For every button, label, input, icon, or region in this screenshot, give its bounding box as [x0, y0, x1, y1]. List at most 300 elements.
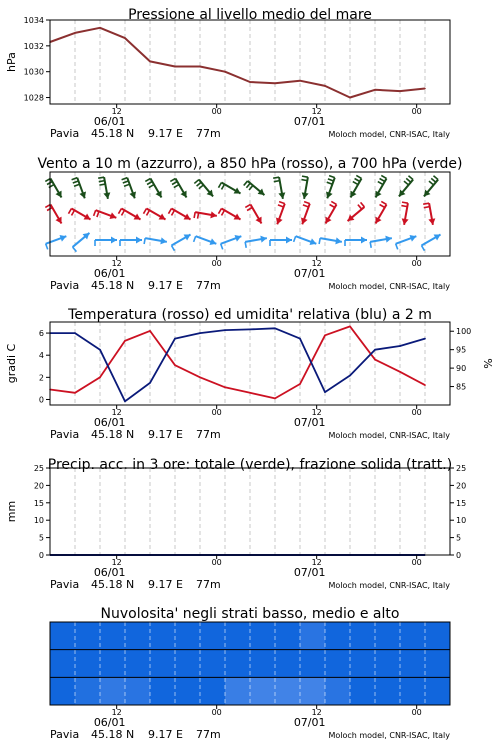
panel-title: Pressione al livello medio del mare [128, 7, 372, 23]
y-tick-label-right: 0 [456, 551, 462, 560]
x-tick-label: 12 [111, 259, 122, 268]
wind-barb [218, 209, 221, 214]
pressure-series-point [224, 71, 226, 73]
cloud-cell [200, 650, 226, 678]
humidity-series-point [124, 401, 126, 403]
wind-barb [221, 244, 223, 250]
y-tick-label: 2 [38, 373, 44, 383]
wind-barb [122, 178, 128, 180]
cloud-cell [75, 677, 101, 705]
cloud-cell [100, 677, 126, 705]
cloud-cell [400, 650, 426, 678]
location-latitude: 45.18 N [91, 279, 135, 292]
wind-barb [327, 182, 333, 184]
cloud-cell [350, 677, 376, 705]
wind-barb [98, 177, 104, 178]
cloud-cell [125, 650, 151, 678]
x-tick-label: 12 [111, 107, 122, 116]
wind-barb [172, 210, 175, 215]
wind-barb [278, 205, 284, 207]
wind-barb [218, 183, 221, 188]
cloud-cell [275, 677, 301, 705]
wind-barb [149, 185, 154, 188]
wind-barb [353, 182, 358, 185]
precipitation-panel [5, 457, 466, 591]
humidity-series-point [299, 338, 301, 340]
location-longitude: 9.17 E [148, 728, 183, 741]
humidity-series-point [349, 375, 351, 377]
wind-barb [378, 182, 383, 185]
wind-barb [423, 203, 429, 204]
y-axis-label: mm [5, 500, 18, 523]
panel-title: Vento a 10 m (azzurro), a 850 hPa (rosso), a 700 hPa (verde) [37, 156, 463, 172]
x-day-label: 07/01 [293, 566, 326, 579]
temperature-series-point [349, 326, 351, 328]
wind-arrow [118, 209, 140, 220]
wind-barb [194, 212, 195, 218]
wind-arrow [370, 236, 392, 248]
location-longitude: 9.17 E [148, 428, 183, 441]
x-tick-label: 12 [111, 558, 122, 567]
wind-barb [143, 209, 146, 214]
humidity-series-point [224, 329, 226, 331]
wind-arrow [72, 178, 86, 199]
wind-barb [381, 201, 386, 204]
y-tick-label: 0 [38, 395, 44, 405]
pressure-series-point [399, 90, 401, 92]
wind-arrow [120, 237, 142, 247]
wind-barb [330, 205, 335, 208]
wind-head [361, 237, 367, 244]
x-tick-label: 00 [411, 408, 422, 417]
panel-title: Precip. acc. in 3 ore: totale (verde), frazione solida (tratt.) [47, 457, 453, 473]
humidity-series-point [174, 338, 176, 340]
wind-barb [199, 185, 204, 189]
wind-barb [356, 175, 361, 178]
wind-barb [424, 207, 430, 208]
wind-barb [408, 176, 413, 180]
wind-barb [429, 181, 434, 185]
x-day-label: 06/01 [93, 416, 126, 429]
x-tick-label: 00 [411, 708, 422, 717]
cloud-cover-panel [50, 606, 451, 741]
temperature-series-point [274, 398, 276, 400]
wind-barb [421, 246, 424, 251]
cloud-cell [50, 650, 76, 678]
wind-arrow [171, 234, 190, 250]
cloud-cell [250, 622, 276, 650]
wind-arrow [325, 201, 336, 223]
temperature-series-point [224, 386, 226, 388]
panel-title: Temperatura (rosso) ed umidita' relativa (blu) a 2 m [68, 307, 432, 323]
wind-arrow [170, 178, 186, 197]
pressure-series-point [149, 61, 151, 63]
x-tick-label: 00 [211, 259, 222, 268]
wind-arrow [294, 236, 317, 245]
x-tick-label: 00 [211, 708, 222, 717]
cloud-cell [300, 650, 326, 678]
x-tick-label: 12 [111, 708, 122, 717]
cloud-cell [275, 650, 301, 678]
wind-barb [431, 178, 436, 182]
wind-barb [244, 181, 248, 186]
pressure-series-point [374, 89, 376, 91]
location-name: Pavia [50, 428, 80, 441]
pressure-series [50, 28, 425, 98]
x-tick-label: 00 [211, 558, 222, 567]
wind-arrow [218, 209, 240, 220]
temperature-series-point [424, 384, 426, 386]
humidity-series-point [324, 391, 326, 393]
wind-arrow [244, 181, 265, 195]
wind-barb [380, 205, 385, 208]
pressure-series-point [99, 27, 101, 29]
cloud-cell [50, 677, 76, 705]
wind-barb [198, 213, 199, 219]
cloud-cell [150, 650, 176, 678]
y-tick-label: 1028 [23, 93, 44, 103]
x-day-label: 07/01 [293, 416, 326, 429]
humidity-series-point [374, 349, 376, 351]
temperature-series-point [199, 377, 201, 379]
wind-arrow [345, 237, 367, 247]
wind-arrow [94, 210, 117, 219]
wind-arrow [194, 180, 213, 197]
cloud-cell [100, 650, 126, 678]
wind-barb [406, 178, 411, 182]
cloud-cell [150, 622, 176, 650]
model-credit: Moloch model, CNR-ISAC, Italy [328, 581, 450, 590]
wind-barb [171, 246, 174, 251]
y-tick-label: 100 [456, 327, 472, 337]
wind-barb [72, 178, 78, 180]
temp-humidity-panel [5, 307, 495, 441]
cloud-cell [375, 622, 401, 650]
pressure-series-point [349, 97, 351, 99]
x-day-label: 07/01 [293, 267, 326, 280]
location-longitude: 9.17 E [148, 279, 183, 292]
wind-barb [370, 242, 371, 248]
y-tick-label-right: 5 [456, 533, 462, 543]
y-tick-label: 95 [456, 345, 467, 355]
wind-arrow [424, 176, 438, 197]
wind-barb [355, 179, 360, 182]
pressure-series-point [74, 32, 76, 34]
pressure-series-point [324, 85, 326, 87]
cloud-cell [375, 650, 401, 678]
wind-barb [174, 185, 179, 188]
location-name: Pavia [50, 728, 80, 741]
wind-arrow [145, 178, 161, 197]
wind-barb [73, 181, 79, 183]
wind-arrow [350, 175, 361, 197]
wind-panel [37, 156, 462, 292]
wind-barb [144, 238, 145, 244]
cloud-cell [375, 677, 401, 705]
cloud-cell [325, 622, 351, 650]
wind-barb [304, 202, 310, 204]
wind-arrow [95, 237, 117, 247]
wind-barb [302, 176, 308, 177]
wind-barb [401, 206, 407, 207]
location-latitude: 45.18 N [91, 728, 135, 741]
temperature-series-point [99, 377, 101, 379]
temperature-series-point [374, 359, 376, 361]
wind-barb [380, 179, 385, 182]
wind-barb [358, 205, 362, 210]
humidity-series-point [399, 345, 401, 347]
wind-arrow [301, 176, 308, 199]
x-tick-label: 00 [411, 558, 422, 567]
y-tick-label: 6 [38, 329, 44, 339]
wind-arrow [276, 202, 285, 225]
humidity-series-point [74, 332, 76, 334]
wind-barb [46, 244, 48, 250]
x-day-label: 06/01 [93, 716, 126, 729]
model-credit: Moloch model, CNR-ISAC, Italy [328, 431, 450, 440]
humidity-series-point [424, 338, 426, 340]
x-tick-label: 00 [211, 408, 222, 417]
location-longitude: 9.17 E [148, 127, 183, 140]
humidity-series-point [99, 349, 101, 351]
pressure-series-point [124, 37, 126, 39]
wind-arrow [68, 209, 90, 220]
wind-barb [99, 181, 105, 182]
pressure-series-point [274, 83, 276, 85]
wind-barb [73, 247, 77, 252]
cloud-cell [400, 677, 426, 705]
cloud-cell [325, 650, 351, 678]
wind-barb [124, 184, 130, 186]
wind-barb [118, 209, 121, 214]
wind-arrow [319, 237, 342, 244]
x-tick-label: 12 [311, 408, 322, 417]
location-elevation: 77m [196, 127, 221, 140]
wind-barb [274, 181, 280, 182]
temperature-series-point [299, 383, 301, 385]
model-credit: Moloch model, CNR-ISAC, Italy [328, 130, 450, 139]
cloud-cell [75, 650, 101, 678]
cloud-cell [350, 622, 376, 650]
wind-arrow [375, 201, 386, 223]
cloud-cell [225, 650, 251, 678]
location-elevation: 77m [196, 728, 221, 741]
cloud-cell [425, 650, 451, 678]
x-tick-label: 12 [311, 107, 322, 116]
cloud-cell [225, 677, 251, 705]
location-latitude: 45.18 N [91, 428, 135, 441]
wind-barb [396, 244, 398, 250]
y-tick-label: 0 [38, 551, 44, 560]
cloud-cell [350, 650, 376, 678]
wind-arrow [399, 176, 413, 197]
wind-arrow [270, 237, 292, 247]
wind-barb [402, 202, 408, 203]
wind-barb [94, 210, 96, 216]
wind-barb [74, 184, 80, 186]
y-tick-label: 90 [456, 364, 467, 374]
wind-barb [433, 176, 438, 180]
wind-head [286, 237, 292, 244]
x-tick-label: 00 [411, 107, 422, 116]
y-tick-label-right: 10 [456, 516, 467, 526]
pressure-panel [5, 7, 450, 140]
cloud-cell [250, 677, 276, 705]
cloud-cell [125, 677, 151, 705]
wind-arrow [168, 209, 190, 220]
humidity-series-point [199, 332, 201, 334]
location-name: Pavia [50, 279, 80, 292]
x-day-label: 07/01 [293, 115, 326, 128]
wind-barb [123, 181, 129, 183]
wind-arrow [144, 237, 167, 244]
cloud-cell [275, 622, 301, 650]
model-credit: Moloch model, CNR-ISAC, Italy [328, 282, 450, 291]
location-name: Pavia [50, 127, 80, 140]
wind-barb [97, 211, 99, 217]
wind-arrow [194, 236, 217, 245]
wind-barb [222, 184, 225, 189]
wind-arrow [245, 236, 267, 248]
wind-barb [319, 238, 320, 244]
wind-barb [245, 242, 246, 248]
location-longitude: 9.17 E [148, 578, 183, 591]
y-tick-label: 10 [33, 516, 44, 526]
wind-arrow [45, 178, 61, 197]
x-day-label: 06/01 [93, 566, 126, 579]
wind-barb [168, 209, 171, 214]
wind-barb [68, 209, 71, 214]
wind-barb [301, 180, 307, 181]
wind-head [136, 237, 142, 244]
wind-barb [331, 201, 336, 204]
temperature-series-point [124, 340, 126, 342]
wind-barb [294, 236, 296, 242]
x-day-label: 06/01 [93, 267, 126, 280]
wind-arrow [218, 183, 240, 194]
cloud-cell [300, 622, 326, 650]
wind-barb [273, 177, 279, 178]
cloud-cell [250, 650, 276, 678]
cloud-cell [225, 622, 251, 650]
wind-arrow [221, 235, 242, 249]
cloud-cell [175, 677, 201, 705]
wind-arrow [421, 234, 440, 250]
cloud-cell [150, 677, 176, 705]
wind-barb [194, 236, 196, 242]
wind-barb [328, 179, 334, 181]
cloud-cell [325, 677, 351, 705]
pressure-series-point [299, 80, 301, 82]
cloud-cell [125, 622, 151, 650]
wind-barb [361, 202, 365, 207]
pressure-series-point [174, 66, 176, 68]
location-elevation: 77m [196, 279, 221, 292]
wind-arrow [46, 235, 67, 249]
cloud-cell [175, 622, 201, 650]
y-tick-label-right: 25 [456, 464, 467, 473]
wind-arrow [45, 204, 61, 223]
humidity-series-point [149, 382, 151, 384]
temperature-series-point [74, 392, 76, 394]
wind-barb [329, 176, 335, 178]
wind-arrow [396, 235, 417, 249]
wind-head [111, 237, 117, 244]
wind-arrow [348, 202, 365, 221]
x-day-label: 06/01 [93, 115, 126, 128]
cloud-cell [300, 677, 326, 705]
location-elevation: 77m [196, 578, 221, 591]
wind-arrow [122, 178, 136, 199]
cloud-cell [200, 677, 226, 705]
y-tick-label: 15 [33, 498, 44, 508]
humidity-series-point [274, 327, 276, 329]
cloud-cell [425, 622, 451, 650]
wind-arrow [375, 175, 386, 197]
y-axis-label-right: % [482, 358, 495, 369]
humidity-series-point [249, 329, 251, 331]
x-tick-label: 12 [311, 708, 322, 717]
location-latitude: 45.18 N [91, 578, 135, 591]
y-tick-label-right: 20 [456, 481, 467, 491]
x-tick-label: 12 [111, 408, 122, 417]
cloud-cell [200, 622, 226, 650]
model-credit: Moloch model, CNR-ISAC, Italy [328, 731, 450, 740]
temperature-series-point [149, 330, 151, 332]
pressure-series-point [424, 88, 426, 90]
wind-arrow [245, 204, 261, 223]
panel-title: Nuvolosita' negli strati basso, medio e alto [100, 606, 400, 622]
y-tick-label: 25 [33, 464, 44, 473]
y-axis-label: hPa [5, 52, 18, 72]
temperature-series-point [249, 392, 251, 394]
location-latitude: 45.18 N [91, 127, 135, 140]
x-day-label: 07/01 [293, 716, 326, 729]
wind-barb [381, 175, 386, 178]
wind-barb [222, 210, 225, 215]
cloud-cell [100, 622, 126, 650]
wind-arrow [143, 209, 165, 220]
wind-barb [194, 180, 199, 184]
location-name: Pavia [50, 578, 80, 591]
wind-arrow [401, 202, 408, 225]
y-tick-label-right: 15 [456, 498, 467, 508]
wind-barb [147, 210, 150, 215]
location-elevation: 77m [196, 428, 221, 441]
cloud-cell [400, 622, 426, 650]
y-tick-label: 1034 [23, 16, 44, 25]
temperature-series-point [399, 371, 401, 373]
wind-barb [303, 205, 309, 207]
y-tick-label: 5 [38, 533, 44, 543]
cloud-cell [175, 650, 201, 678]
wind-arrow [194, 211, 217, 218]
temperature-series-point [324, 334, 326, 336]
temperature-series-point [174, 364, 176, 366]
x-tick-label: 12 [311, 259, 322, 268]
y-tick-label: 1030 [23, 67, 44, 77]
wind-barb [197, 182, 202, 186]
wind-arrow [301, 202, 310, 225]
wind-barb [122, 210, 125, 215]
y-tick-label: 1032 [23, 41, 44, 51]
cloud-cell [50, 622, 76, 650]
wind-barb [404, 181, 409, 185]
wind-barb [279, 202, 285, 204]
cloud-cell [425, 677, 451, 705]
y-tick-label: 20 [33, 481, 44, 491]
pressure-series-point [199, 66, 201, 68]
